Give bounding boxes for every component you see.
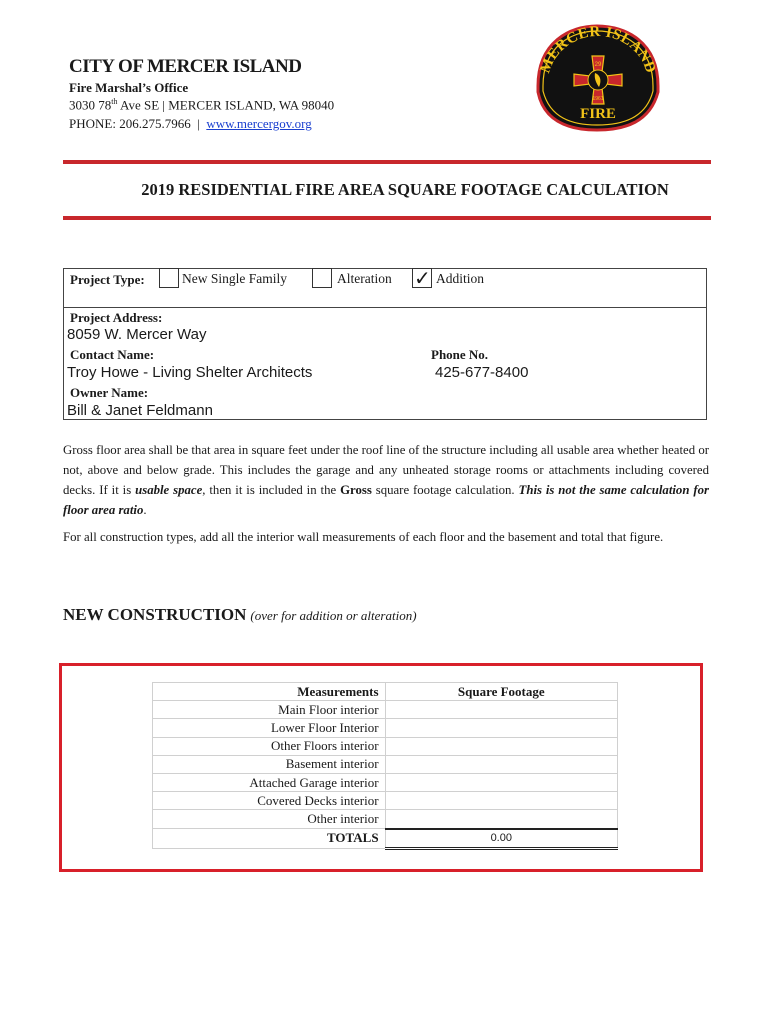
table-row [153,737,618,755]
logo-top-text: MERCER ISLAND [537,23,659,76]
row-label-other-floors: Other Floors interior [153,737,386,755]
row-label-covered-decks: Covered Decks interior [153,792,386,810]
section-heading [63,605,417,625]
title-top-rule [63,160,711,164]
table-row [153,755,618,773]
paragraph-text-4: . [143,503,147,517]
other-interior-sqft-input[interactable] [385,810,617,829]
table-row [153,810,618,829]
attached-garage-sqft-input[interactable] [385,773,617,791]
square-footage-header: Square Footage [385,683,617,701]
not-same-calculation-emphasis: This is not the same calculation for floor area ratio [63,483,709,517]
address-rest: Ave SE | MERCER ISLAND, WA 98040 [117,97,335,113]
row-label-basement: Basement interior [153,755,386,773]
basement-sqft-input[interactable] [385,755,617,773]
row-label-lower-floor: Lower Floor Interior [153,719,386,737]
checkbox-alteration[interactable] [312,268,332,288]
option-label-addition: Addition [436,271,485,286]
table-row [153,719,618,737]
logo-number-bottom: 1961 [592,96,604,102]
address-number: 3030 78 [69,97,112,113]
checkbox-addition[interactable] [412,268,432,288]
paragraph-text-1: Gross floor area shall be that area in square feet under the roof line of the structure including all usable area whether heated or not, above and below grade. This includes the garage and any unheated storage rooms or attachments including covered decks. If it is [63,443,709,497]
contact-name-field[interactable]: Troy Howe - Living Shelter Architects [67,364,313,381]
option-label-new-single-family: New Single Family [182,271,287,286]
org-name: CITY OF MERCER ISLAND [69,56,302,77]
section-heading-note: (over for addition or alteration) [250,608,417,623]
paragraph-text-3: square footage calculation. [371,483,519,497]
other-floors-sqft-input[interactable] [385,737,617,755]
table-row [153,773,618,791]
logo-number-top: 29 [594,62,602,68]
covered-decks-sqft-input[interactable] [385,792,617,810]
totals-value: 0.00 [385,829,617,849]
measurements-table [152,682,618,850]
table-header-row [153,683,618,701]
project-address-field[interactable]: 8059 W. Mercer Way [67,326,207,343]
table-row [153,701,618,719]
project-type-label: Project Type: [70,272,145,287]
table-row [153,792,618,810]
row-label-other-interior: Other interior [153,810,386,829]
paragraph-text-2: , then it is included in the [202,483,341,497]
fire-department-logo [530,22,665,135]
website-link[interactable]: www.mercergov.org [206,116,312,131]
section-heading-text: NEW CONSTRUCTION [63,605,247,624]
project-info-box [63,268,707,420]
contact-line [69,116,312,132]
phone-field[interactable]: 425-677-8400 [435,364,529,381]
gross-floor-area-paragraph [63,440,709,520]
title-bottom-rule [63,216,711,220]
logo-graphic [530,22,665,135]
office-address [69,97,334,113]
phone-label: Phone No. [431,347,489,362]
construction-types-paragraph: For all construction types, add all the interior wall measurements of each floor and the basement and total that figure. [63,530,664,544]
logo-bottom-text: FIRE [580,106,616,122]
totals-row [153,829,618,849]
owner-name-label: Owner Name: [70,385,149,400]
address-ordinal: th [111,97,118,106]
lower-floor-sqft-input[interactable] [385,719,617,737]
project-address-label: Project Address: [70,310,163,325]
row-label-attached-garage: Attached Garage interior [153,773,386,791]
page-title [0,180,770,200]
row-label-main-floor: Main Floor interior [153,701,386,719]
contact-name-label: Contact Name: [70,347,155,362]
office-phone: PHONE: 206.275.7966 | [69,116,207,131]
usable-space-emphasis: usable space [135,483,203,497]
checkmark-icon: ✓ [414,266,431,290]
measurements-header: Measurements [153,683,386,701]
totals-label: TOTALS [153,829,386,849]
option-label-alteration: Alteration [337,271,392,286]
office-name: Fire Marshal’s Office [69,80,189,95]
page-title-text: 2019 RESIDENTIAL FIRE AREA SQUARE FOOTAGE CALCULATION [141,180,669,199]
project-type-divider [63,307,707,308]
checkbox-new-single-family[interactable] [159,268,179,288]
owner-name-field[interactable]: Bill & Janet Feldmann [67,402,213,419]
main-floor-sqft-input[interactable] [385,701,617,719]
gross-emphasis: Gross [340,483,372,497]
